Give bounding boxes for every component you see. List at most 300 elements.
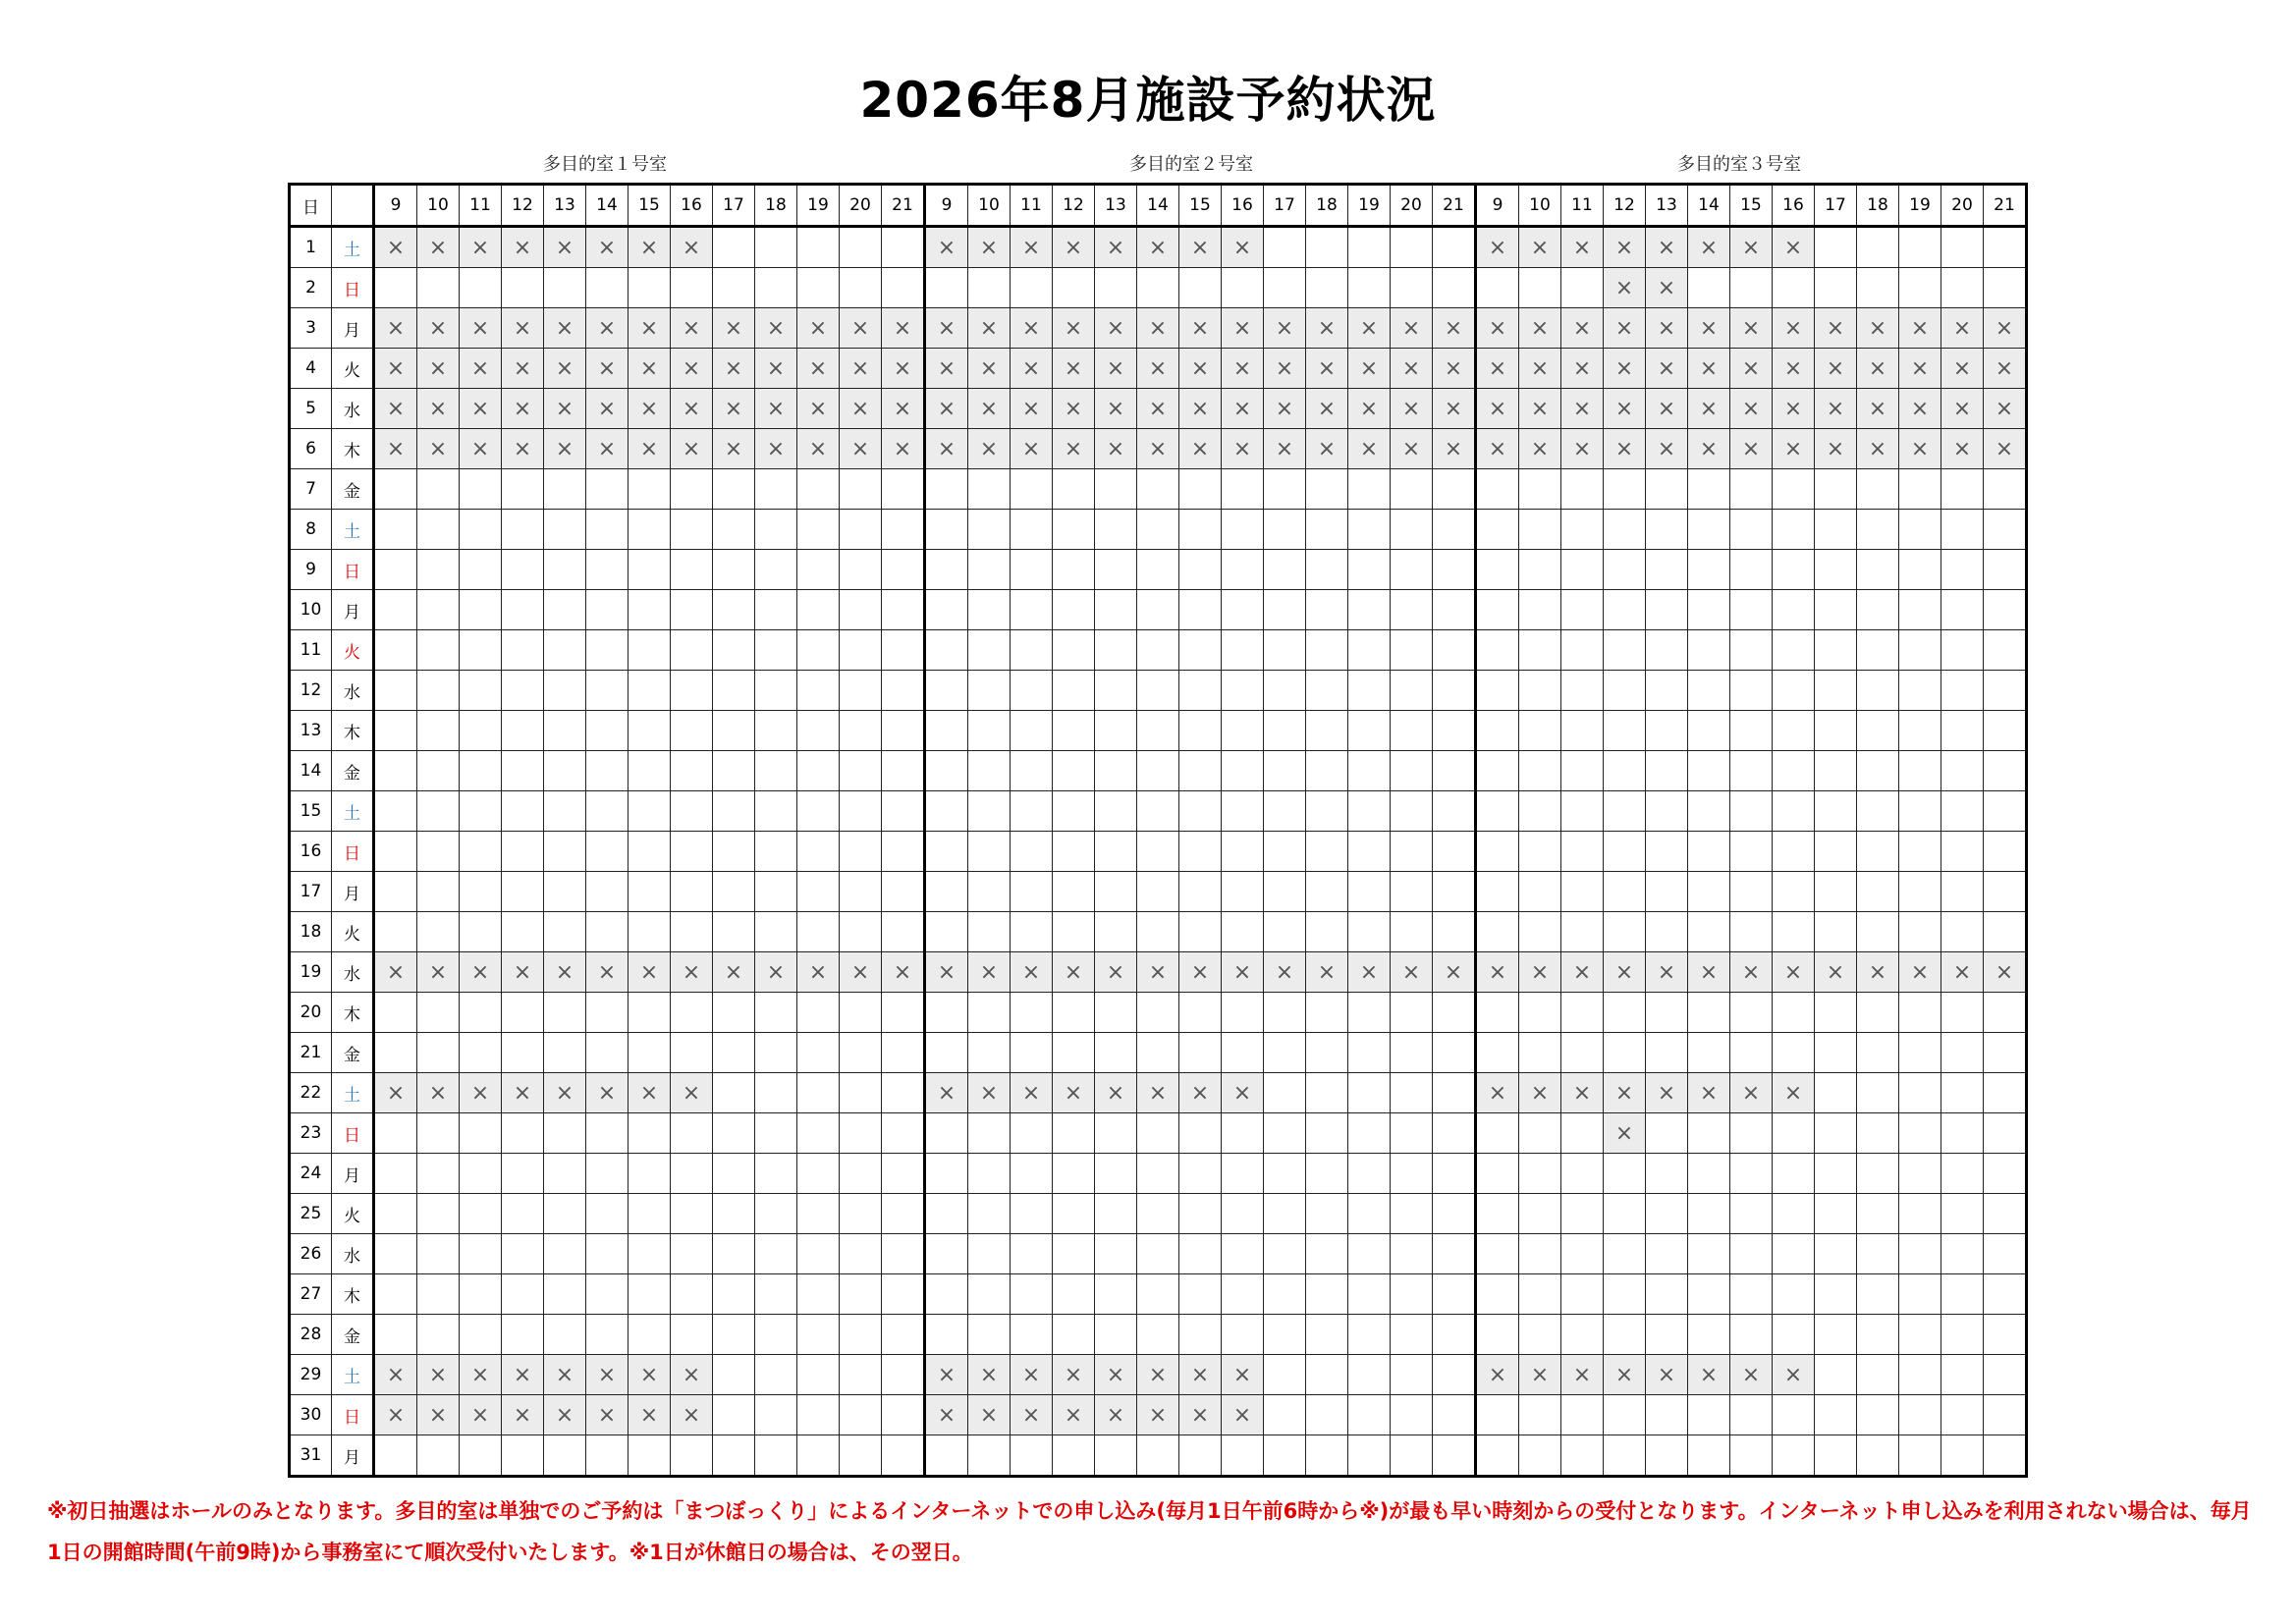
- open-slot: [629, 550, 671, 590]
- open-slot: [840, 1154, 882, 1194]
- open-slot: [1773, 590, 1815, 630]
- open-slot: [1264, 711, 1306, 751]
- open-slot: [968, 1154, 1011, 1194]
- open-slot: [629, 1113, 671, 1154]
- open-slot: [1433, 1274, 1476, 1315]
- day-row: [290, 711, 2027, 751]
- booked-slot: ×: [1137, 1395, 1179, 1435]
- booked-slot: ×: [1730, 429, 1773, 469]
- open-slot: [1519, 1395, 1561, 1435]
- open-slot: [1095, 993, 1137, 1033]
- open-slot: [460, 711, 502, 751]
- booked-slot: ×: [1179, 227, 1222, 268]
- open-slot: [1095, 751, 1137, 791]
- open-slot: [417, 872, 460, 912]
- reservation-grid: [288, 183, 2028, 1478]
- open-slot: [1688, 550, 1730, 590]
- booked-slot: ×: [586, 429, 629, 469]
- open-slot: [1391, 1435, 1433, 1477]
- open-slot: [968, 912, 1011, 952]
- booked-slot: ×: [1137, 227, 1179, 268]
- open-slot: [374, 1154, 417, 1194]
- open-slot: [1053, 832, 1095, 872]
- open-slot: [1476, 510, 1519, 550]
- booked-slot: ×: [1137, 429, 1179, 469]
- day-number: 26: [290, 1234, 332, 1274]
- day-number: 29: [290, 1355, 332, 1395]
- day-number: 3: [290, 308, 332, 349]
- open-slot: [1053, 1234, 1095, 1274]
- hour-header-room1: 12: [502, 185, 544, 227]
- open-slot: [1306, 1355, 1348, 1395]
- hour-header-room2: 9: [925, 185, 968, 227]
- open-slot: [1857, 791, 1899, 832]
- booked-slot: ×: [544, 429, 586, 469]
- open-slot: [460, 1435, 502, 1477]
- open-slot: [586, 711, 629, 751]
- page-title: 2026年8月施設予約状況: [859, 72, 1437, 129]
- weekday: 土: [332, 1355, 374, 1395]
- open-slot: [1348, 1033, 1391, 1073]
- open-slot: [1899, 1355, 1941, 1395]
- open-slot: [1730, 791, 1773, 832]
- open-slot: [882, 227, 925, 268]
- booked-slot: ×: [629, 1395, 671, 1435]
- open-slot: [1646, 993, 1688, 1033]
- open-slot: [755, 510, 797, 550]
- open-slot: [1561, 1315, 1604, 1355]
- booked-slot: ×: [1730, 227, 1773, 268]
- booked-slot: ×: [1899, 389, 1941, 429]
- day-row: [290, 751, 2027, 791]
- open-slot: [1519, 872, 1561, 912]
- open-slot: [1984, 993, 2027, 1033]
- open-slot: [586, 1113, 629, 1154]
- open-slot: [1391, 751, 1433, 791]
- open-slot: [1604, 1194, 1646, 1234]
- open-slot: [1433, 1194, 1476, 1234]
- booked-slot: ×: [1688, 349, 1730, 389]
- booked-slot: ×: [1053, 1395, 1095, 1435]
- booked-slot: ×: [1773, 1073, 1815, 1113]
- open-slot: [460, 751, 502, 791]
- booked-slot: ×: [968, 389, 1011, 429]
- booked-slot: ×: [1604, 389, 1646, 429]
- open-slot: [1306, 1274, 1348, 1315]
- booked-slot: ×: [1773, 308, 1815, 349]
- open-slot: [1433, 227, 1476, 268]
- booked-slot: ×: [586, 1073, 629, 1113]
- open-slot: [1688, 268, 1730, 308]
- open-slot: [1011, 872, 1053, 912]
- open-slot: [1011, 469, 1053, 510]
- hour-header-room1: 14: [586, 185, 629, 227]
- day-number: 2: [290, 268, 332, 308]
- open-slot: [1604, 791, 1646, 832]
- booked-slot: ×: [1222, 1355, 1264, 1395]
- booked-slot: ×: [1476, 429, 1519, 469]
- open-slot: [1730, 510, 1773, 550]
- open-slot: [1306, 1315, 1348, 1355]
- open-slot: [671, 1234, 713, 1274]
- weekday: 水: [332, 671, 374, 711]
- open-slot: [374, 469, 417, 510]
- day-number: 11: [290, 630, 332, 671]
- open-slot: [1688, 1395, 1730, 1435]
- open-slot: [1053, 590, 1095, 630]
- open-slot: [925, 671, 968, 711]
- open-slot: [1815, 1435, 1857, 1477]
- booked-slot: ×: [1730, 1073, 1773, 1113]
- open-slot: [1137, 912, 1179, 952]
- open-slot: [1433, 469, 1476, 510]
- open-slot: [1095, 550, 1137, 590]
- day-row: [290, 1113, 2027, 1154]
- booked-slot: ×: [1264, 308, 1306, 349]
- booked-slot: ×: [1053, 227, 1095, 268]
- open-slot: [840, 1113, 882, 1154]
- open-slot: [671, 630, 713, 671]
- room-2-label: 多目的室２号室: [1129, 154, 1253, 175]
- booked-slot: ×: [1095, 1395, 1137, 1435]
- booked-slot: ×: [1095, 952, 1137, 993]
- booked-slot: ×: [1306, 308, 1348, 349]
- open-slot: [1815, 993, 1857, 1033]
- open-slot: [1899, 832, 1941, 872]
- open-slot: [968, 1435, 1011, 1477]
- open-slot: [1773, 1154, 1815, 1194]
- open-slot: [925, 711, 968, 751]
- booked-slot: ×: [713, 389, 755, 429]
- open-slot: [1984, 1073, 2027, 1113]
- open-slot: [586, 912, 629, 952]
- booked-slot: ×: [1773, 429, 1815, 469]
- open-slot: [1646, 832, 1688, 872]
- open-slot: [544, 1274, 586, 1315]
- open-slot: [1773, 268, 1815, 308]
- open-slot: [1815, 671, 1857, 711]
- booked-slot: ×: [968, 1073, 1011, 1113]
- open-slot: [1984, 791, 2027, 832]
- booked-slot: ×: [417, 308, 460, 349]
- open-slot: [840, 550, 882, 590]
- open-slot: [1646, 1315, 1688, 1355]
- open-slot: [1476, 1194, 1519, 1234]
- day-row: [290, 872, 2027, 912]
- open-slot: [544, 1315, 586, 1355]
- open-slot: [1391, 791, 1433, 832]
- open-slot: [925, 550, 968, 590]
- booked-slot: ×: [1222, 1395, 1264, 1435]
- open-slot: [797, 912, 840, 952]
- open-slot: [797, 993, 840, 1033]
- open-slot: [713, 268, 755, 308]
- booked-slot: ×: [671, 1073, 713, 1113]
- open-slot: [671, 993, 713, 1033]
- open-slot: [797, 1113, 840, 1154]
- open-slot: [1137, 1234, 1179, 1274]
- open-slot: [544, 550, 586, 590]
- open-slot: [1179, 630, 1222, 671]
- open-slot: [925, 469, 968, 510]
- hour-header-room2: 13: [1095, 185, 1137, 227]
- open-slot: [1899, 1073, 1941, 1113]
- day-number: 25: [290, 1194, 332, 1234]
- open-slot: [840, 268, 882, 308]
- weekday: 金: [332, 751, 374, 791]
- day-number: 9: [290, 550, 332, 590]
- open-slot: [1561, 630, 1604, 671]
- open-slot: [1391, 1113, 1433, 1154]
- open-slot: [925, 510, 968, 550]
- open-slot: [1561, 993, 1604, 1033]
- booked-slot: ×: [460, 308, 502, 349]
- open-slot: [1011, 1234, 1053, 1274]
- open-slot: [417, 1194, 460, 1234]
- open-slot: [755, 1033, 797, 1073]
- open-slot: [1941, 872, 1984, 912]
- booked-slot: ×: [502, 429, 544, 469]
- open-slot: [1095, 1274, 1137, 1315]
- open-slot: [460, 550, 502, 590]
- booked-slot: ×: [1433, 389, 1476, 429]
- open-slot: [925, 1154, 968, 1194]
- booked-slot: ×: [925, 1355, 968, 1395]
- booked-slot: ×: [1773, 227, 1815, 268]
- booked-slot: ×: [1604, 227, 1646, 268]
- open-slot: [1519, 510, 1561, 550]
- open-slot: [1519, 751, 1561, 791]
- open-slot: [1984, 1274, 2027, 1315]
- open-slot: [671, 1274, 713, 1315]
- open-slot: [502, 791, 544, 832]
- open-slot: [1773, 1234, 1815, 1274]
- open-slot: [586, 590, 629, 630]
- open-slot: [1984, 590, 2027, 630]
- open-slot: [1941, 550, 1984, 590]
- open-slot: [968, 872, 1011, 912]
- open-slot: [968, 1113, 1011, 1154]
- weekday: 金: [332, 1315, 374, 1355]
- open-slot: [1899, 1154, 1941, 1194]
- open-slot: [1179, 268, 1222, 308]
- open-slot: [1604, 993, 1646, 1033]
- open-slot: [1095, 1154, 1137, 1194]
- open-slot: [1815, 630, 1857, 671]
- open-slot: [1773, 1274, 1815, 1315]
- open-slot: [968, 1274, 1011, 1315]
- open-slot: [1264, 1315, 1306, 1355]
- open-slot: [1264, 550, 1306, 590]
- open-slot: [1095, 1194, 1137, 1234]
- day-number: 22: [290, 1073, 332, 1113]
- booked-slot: ×: [460, 1073, 502, 1113]
- open-slot: [1348, 993, 1391, 1033]
- open-slot: [1773, 832, 1815, 872]
- hour-header-room3: 19: [1899, 185, 1941, 227]
- open-slot: [502, 469, 544, 510]
- weekday: 月: [332, 1154, 374, 1194]
- open-slot: [1519, 791, 1561, 832]
- booked-slot: ×: [629, 429, 671, 469]
- open-slot: [1604, 751, 1646, 791]
- booked-slot: ×: [925, 389, 968, 429]
- booked-slot: ×: [374, 227, 417, 268]
- open-slot: [1688, 1435, 1730, 1477]
- booked-slot: ×: [1137, 1355, 1179, 1395]
- booked-slot: ×: [586, 308, 629, 349]
- open-slot: [1857, 630, 1899, 671]
- booked-slot: ×: [797, 952, 840, 993]
- open-slot: [1730, 1395, 1773, 1435]
- open-slot: [502, 550, 544, 590]
- open-slot: [713, 1113, 755, 1154]
- open-slot: [1053, 791, 1095, 832]
- weekday: 火: [332, 349, 374, 389]
- open-slot: [1222, 832, 1264, 872]
- open-slot: [1857, 912, 1899, 952]
- open-slot: [671, 550, 713, 590]
- booked-slot: ×: [1646, 268, 1688, 308]
- hour-header-room1: 18: [755, 185, 797, 227]
- open-slot: [1561, 912, 1604, 952]
- open-slot: [1011, 1435, 1053, 1477]
- hour-header-room1: 21: [882, 185, 925, 227]
- booked-slot: ×: [1519, 349, 1561, 389]
- open-slot: [1476, 1435, 1519, 1477]
- open-slot: [1391, 1355, 1433, 1395]
- open-slot: [586, 1274, 629, 1315]
- open-slot: [882, 1435, 925, 1477]
- open-slot: [882, 912, 925, 952]
- booked-slot: ×: [968, 952, 1011, 993]
- open-slot: [1730, 711, 1773, 751]
- open-slot: [1815, 1234, 1857, 1274]
- open-slot: [1899, 268, 1941, 308]
- booked-slot: ×: [1391, 952, 1433, 993]
- open-slot: [1941, 510, 1984, 550]
- open-slot: [1688, 993, 1730, 1033]
- day-row: [290, 1274, 2027, 1315]
- weekday: 木: [332, 711, 374, 751]
- booked-slot: ×: [1561, 308, 1604, 349]
- open-slot: [1095, 268, 1137, 308]
- open-slot: [840, 590, 882, 630]
- open-slot: [882, 791, 925, 832]
- open-slot: [1561, 590, 1604, 630]
- open-slot: [1179, 751, 1222, 791]
- open-slot: [629, 1033, 671, 1073]
- day-number: 31: [290, 1435, 332, 1477]
- open-slot: [1561, 1435, 1604, 1477]
- open-slot: [1306, 791, 1348, 832]
- open-slot: [1857, 227, 1899, 268]
- weekday: 水: [332, 952, 374, 993]
- open-slot: [1433, 1435, 1476, 1477]
- open-slot: [1095, 510, 1137, 550]
- open-slot: [1604, 912, 1646, 952]
- open-slot: [1773, 872, 1815, 912]
- booked-slot: ×: [1053, 952, 1095, 993]
- open-slot: [755, 912, 797, 952]
- booked-slot: ×: [671, 952, 713, 993]
- open-slot: [1348, 227, 1391, 268]
- open-slot: [1348, 872, 1391, 912]
- day-number: 17: [290, 872, 332, 912]
- open-slot: [1604, 1315, 1646, 1355]
- open-slot: [1899, 469, 1941, 510]
- open-slot: [840, 1315, 882, 1355]
- open-slot: [1433, 1355, 1476, 1395]
- open-slot: [1348, 751, 1391, 791]
- open-slot: [1011, 1194, 1053, 1234]
- booked-slot: ×: [1391, 429, 1433, 469]
- hour-header-room2: 14: [1137, 185, 1179, 227]
- open-slot: [1011, 1154, 1053, 1194]
- booked-slot: ×: [797, 389, 840, 429]
- open-slot: [1773, 1194, 1815, 1234]
- open-slot: [586, 550, 629, 590]
- open-slot: [925, 912, 968, 952]
- open-slot: [840, 1395, 882, 1435]
- open-slot: [882, 268, 925, 308]
- open-slot: [417, 268, 460, 308]
- open-slot: [1391, 1234, 1433, 1274]
- day-row: [290, 1033, 2027, 1073]
- booked-slot: ×: [1433, 308, 1476, 349]
- booked-slot: ×: [502, 349, 544, 389]
- open-slot: [1137, 510, 1179, 550]
- open-slot: [1941, 1033, 1984, 1073]
- hour-header-room3: 11: [1561, 185, 1604, 227]
- open-slot: [1433, 912, 1476, 952]
- open-slot: [755, 1194, 797, 1234]
- open-slot: [586, 1234, 629, 1274]
- open-slot: [1095, 469, 1137, 510]
- open-slot: [1264, 791, 1306, 832]
- room-3-label: 多目的室３号室: [1677, 154, 1801, 175]
- open-slot: [1137, 469, 1179, 510]
- open-slot: [755, 872, 797, 912]
- open-slot: [1604, 671, 1646, 711]
- hour-header-room2: 19: [1348, 185, 1391, 227]
- open-slot: [1264, 1234, 1306, 1274]
- booked-slot: ×: [586, 952, 629, 993]
- booked-slot: ×: [1857, 308, 1899, 349]
- open-slot: [755, 791, 797, 832]
- open-slot: [502, 590, 544, 630]
- open-slot: [1391, 1194, 1433, 1234]
- open-slot: [586, 510, 629, 550]
- open-slot: [968, 711, 1011, 751]
- open-slot: [671, 912, 713, 952]
- open-slot: [1604, 469, 1646, 510]
- open-slot: [1222, 590, 1264, 630]
- booked-slot: ×: [1604, 308, 1646, 349]
- open-slot: [797, 1315, 840, 1355]
- booked-slot: ×: [1476, 227, 1519, 268]
- booked-slot: ×: [1815, 429, 1857, 469]
- open-slot: [1688, 1315, 1730, 1355]
- open-slot: [1095, 1315, 1137, 1355]
- booked-slot: ×: [1773, 349, 1815, 389]
- open-slot: [882, 1113, 925, 1154]
- booked-slot: ×: [840, 389, 882, 429]
- booked-slot: ×: [1688, 429, 1730, 469]
- open-slot: [1941, 1355, 1984, 1395]
- open-slot: [882, 751, 925, 791]
- open-slot: [1348, 1113, 1391, 1154]
